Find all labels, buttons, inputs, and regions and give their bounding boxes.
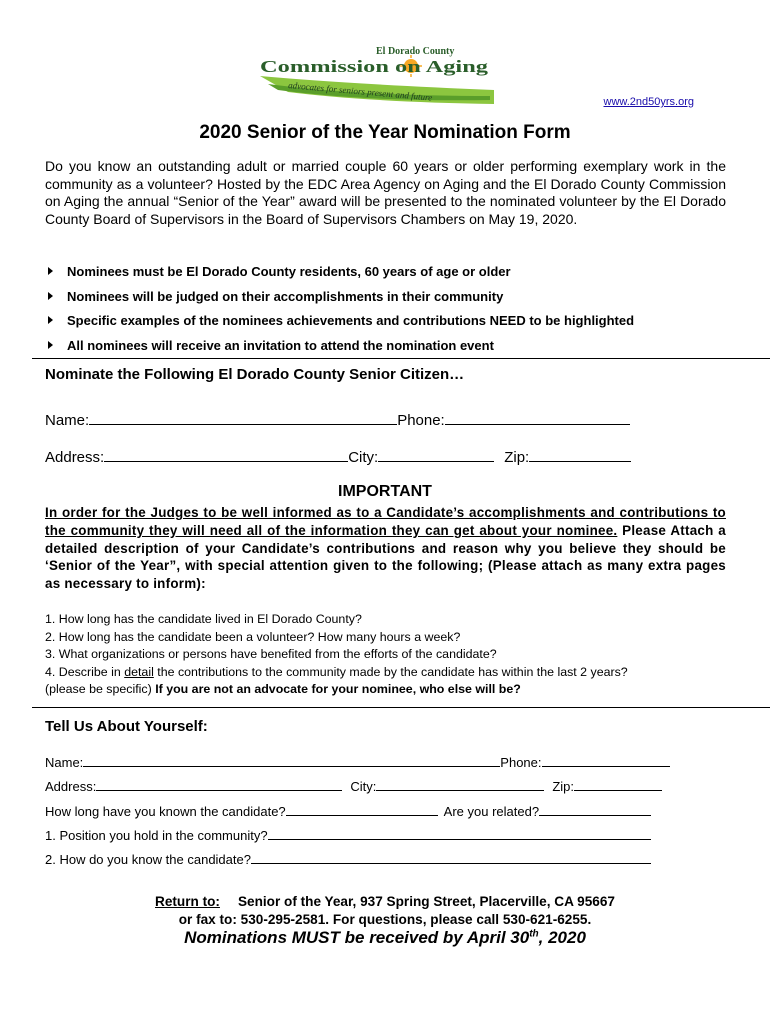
divider — [32, 358, 770, 359]
question-4-continued: (please be specific) If you are not an advocate for your nominee, who else will be? — [45, 682, 521, 697]
nominee-name-field[interactable] — [89, 411, 397, 425]
nominee-heading: Nominate the Following El Dorado County Senior Citizen… — [45, 366, 465, 383]
important-paragraph: In order for the Judges to be well informed as to a Candidate’s accomplishments and contributions to the community they will need all of the information they can get about your nominee. Please Attach a detailed description of your Candidate’s contributions and reason why you believe they should be ‘Senior of the Year”, with special attention given to the following; (Please attach as many extra pages as necessary to inform): — [45, 505, 726, 592]
your-name-field[interactable] — [83, 753, 500, 767]
intro-paragraph: Do you know an outstanding adult or married couple 60 years or older performing exemplary work in the community as a volunteer? Hosted by the EDC Area Agency on Aging and the El Dorado County Commission on Aging the annual “Senior of the Year” award will be presented to the nominated volunteer by the El Dorado County Board of Supervisors in the Board of Supervisors Chambers on May 19, 2020. — [45, 158, 726, 227]
list-item: Specific examples of the nominees achievements and contributions NEED to be highlighted — [45, 313, 735, 338]
your-zip-field[interactable] — [574, 777, 662, 791]
triangle-bullet-icon — [48, 341, 53, 349]
related-field[interactable] — [539, 802, 651, 816]
triangle-bullet-icon — [48, 267, 53, 275]
nominee-name-row: Name: Phone: — [45, 411, 630, 429]
logo-line2: Commission on Aging — [260, 57, 489, 76]
nominee-phone-field[interactable] — [445, 411, 630, 425]
commission-logo — [258, 44, 494, 104]
triangle-bullet-icon — [48, 316, 53, 324]
how-know-field[interactable] — [251, 850, 651, 864]
nominee-address-field[interactable] — [104, 448, 348, 462]
your-phone-field[interactable] — [542, 753, 670, 767]
yourself-heading: Tell Us About Yourself: — [45, 718, 208, 735]
triangle-bullet-icon — [48, 292, 53, 300]
position-field[interactable] — [268, 826, 651, 840]
divider — [32, 707, 770, 708]
fax-info: or fax to: 530-295-2581. For questions, please call 530-621-6255. — [178, 911, 592, 927]
yourself-address-row: Address: City: Zip: — [45, 777, 662, 794]
list-item: Nominees will be judged on their accomplishments in their community — [45, 289, 735, 314]
position-row: 1. Position you hold in the community? — [45, 826, 651, 843]
nominee-address-row: Address: City: Zip: — [45, 448, 631, 466]
known-duration-field[interactable] — [286, 802, 438, 816]
question-3: 3. What organizations or persons have benefited from the efforts of the candidate? — [45, 647, 497, 662]
known-row: How long have you known the candidate? Are you related? — [45, 802, 651, 819]
question-2: 2. How long has the candidate been a volunteer? How many hours a week? — [45, 629, 461, 644]
return-info — [0, 893, 770, 929]
page-title: 2020 Senior of the Year Nomination Form — [199, 122, 571, 143]
your-address-field[interactable] — [96, 777, 342, 791]
return-address: Senior of the Year, 937 Spring Street, Placerville, CA 95667 — [237, 894, 615, 909]
yourself-name-row: Name: Phone: — [45, 753, 670, 770]
list-item: Nominees must be El Dorado County residents, 60 years of age or older — [45, 264, 735, 289]
nominee-zip-field[interactable] — [529, 448, 631, 462]
your-city-field[interactable] — [376, 777, 544, 791]
question-4: 4. Describe in detail the contributions to the community made by the candidate has within the last 2 years? — [45, 664, 628, 679]
logo-tagline: advocates for seniors present and future — [287, 80, 433, 103]
requirements-list — [45, 264, 735, 362]
questions-list — [45, 611, 735, 699]
important-heading: IMPORTANT — [338, 483, 432, 500]
how-know-row: 2. How do you know the candidate? — [45, 850, 651, 867]
deadline-notice: Nominations MUST be received by April 30th, 2020 — [184, 928, 586, 947]
question-1: 1. How long has the candidate lived in El Dorado County? — [45, 612, 362, 626]
list-item: All nominees will receive an invitation to attend the nomination event — [45, 338, 735, 363]
website-link[interactable]: www.2nd50yrs.org — [603, 96, 694, 108]
logo-line1: El Dorado County — [376, 46, 455, 57]
return-label: Return to: — [155, 894, 220, 909]
nominee-city-field[interactable] — [378, 448, 494, 462]
